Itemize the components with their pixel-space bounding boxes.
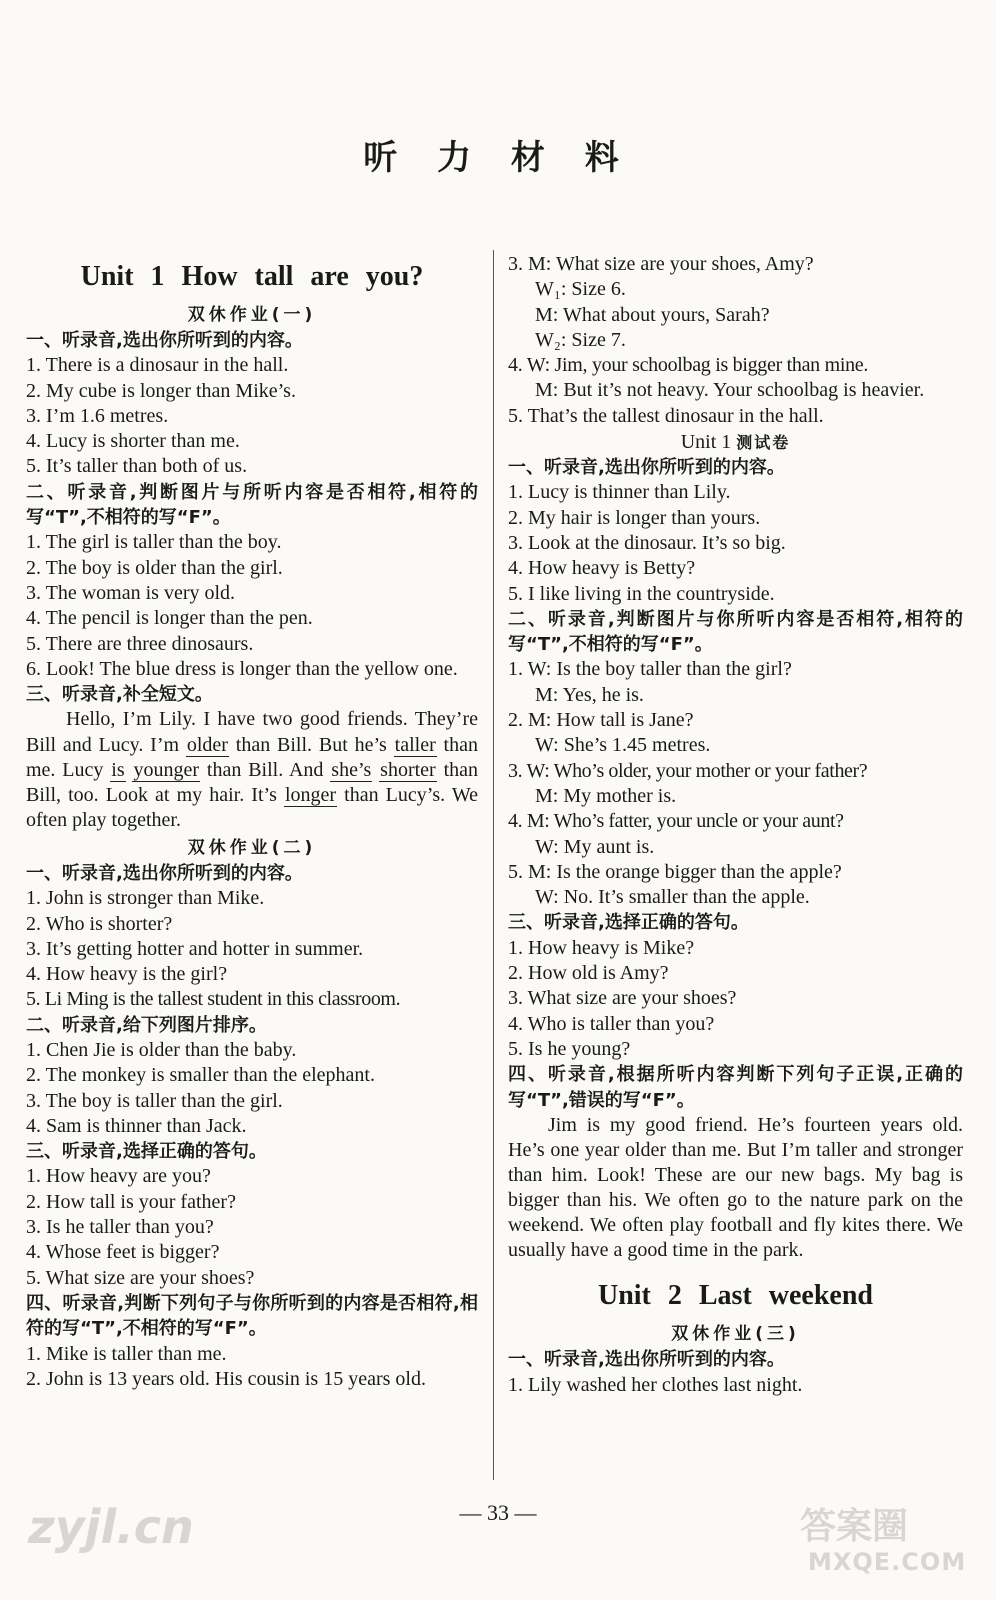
dialog-line	[508, 328, 963, 353]
list-item: 4. Sam is thinner than Jack.	[26, 1114, 247, 1137]
list-item: 2. John is 13 years old. His cousin is 15 years old.	[26, 1367, 426, 1390]
dialog-text: She’s 1.45 metres.	[563, 734, 711, 757]
list-item: 1. The girl is taller than the boy.	[26, 531, 282, 554]
hw1-section-2-list	[26, 530, 478, 682]
list-item: 4. Lucy is shorter than me.	[26, 430, 240, 453]
test-section-3-title: 三、听录音,选择正确的答句。	[508, 912, 749, 934]
speaker: W₂:	[535, 328, 567, 351]
hw1-section-3-title: 三、听录音,补全短文。	[26, 684, 213, 706]
list-item: 3. Look at the dinosaur. It’s so big.	[508, 531, 786, 554]
blank-answer: younger	[133, 758, 200, 781]
blank-answer: longer	[284, 783, 337, 806]
speaker: M:	[528, 860, 552, 883]
blank-answer: shorter	[380, 758, 436, 781]
passage-text: than Bill, too. Look at my hair. It’s	[26, 758, 479, 806]
list-item: 5. That’s the tallest dinosaur in the hall.	[508, 404, 824, 427]
list-item: 1. How heavy is Mike?	[508, 936, 695, 959]
hw2-section-2-title: 二、听录音,给下列图片排序。	[26, 1014, 267, 1036]
list-item: 1. There is a dinosaur in the hall.	[26, 354, 289, 377]
dialog-text: Is the boy taller than the girl?	[556, 658, 792, 681]
dialog-text: What size are your shoes, Amy?	[555, 253, 814, 275]
dialog-text: Size 6.	[571, 278, 626, 301]
left-column	[26, 252, 478, 1392]
dialog-line	[508, 683, 963, 708]
test-section-3-list	[508, 936, 963, 1062]
hw2-section-1-list	[26, 886, 478, 1012]
right-column	[508, 252, 963, 1398]
speaker: M:	[535, 784, 559, 807]
list-item: 2. How old is Amy?	[508, 962, 669, 985]
list-item: 5. Li Ming is the tallest student in this classroom.	[26, 988, 401, 1011]
dialog-text: Jim, your schoolbag is bigger than mine.	[554, 354, 869, 377]
list-item: 2. How tall is your father?	[26, 1190, 236, 1213]
test-passage: Jim is my good friend. He’s fourteen years old. He’s one year older than me. But I’m taller and stronger than him. Look! These are our new bags. My bag is bigger than his. We often go to the nature park on the weekend. We often play football and fly kites there. We usually have a good time in the park.	[508, 1113, 963, 1262]
dialog-line	[508, 708, 963, 733]
dialog-text: What about yours, Sarah?	[562, 303, 770, 326]
test-section-1-list	[508, 480, 963, 606]
item-number: 4.	[508, 354, 527, 377]
list-item: 4. Whose feet is bigger?	[26, 1241, 220, 1264]
dialog-line	[508, 303, 963, 328]
dialog-text: Yes, he is.	[562, 683, 644, 706]
dialog-text: No. It’s smaller than the apple.	[563, 886, 810, 909]
hw1-section-2-title: 二、听录音,判断图片与所听内容是否相符,相符的写“T”,不相符的写“F”。	[26, 481, 478, 529]
list-item: 4. The pencil is longer than the pen.	[26, 607, 313, 630]
list-item: 1. How heavy are you?	[26, 1165, 211, 1188]
dialog-line	[508, 860, 963, 885]
watermark-left: zyjl.cn	[28, 1500, 194, 1554]
speaker: W:	[526, 354, 550, 377]
list-item: 3. Is he taller than you?	[26, 1216, 214, 1239]
hw3-section-1-title: 一、听录音,选出你所听到的内容。	[508, 1349, 785, 1371]
dialog-text: Size 7.	[571, 328, 626, 351]
list-item: 1. Lucy is thinner than Lily.	[508, 481, 731, 504]
dialog-text: My mother is.	[563, 784, 677, 807]
dialog-text: My aunt is.	[563, 835, 655, 858]
dialog-line	[508, 784, 963, 809]
item-number: 3.	[508, 759, 527, 782]
test-section-2-dialogs	[508, 657, 963, 910]
list-item: 3. I’m 1.6 metres.	[26, 404, 169, 427]
list-item: 1. Mike is taller than me.	[26, 1342, 227, 1365]
passage-text: than me. Lucy	[26, 733, 478, 781]
blank-answer: she’s	[331, 758, 372, 781]
dialog-text: Who’s fatter, your uncle or your aunt?	[553, 810, 844, 833]
list-item: 2. My cube is longer than Mike’s.	[26, 379, 296, 402]
list-item: 6. Look! The blue dress is longer than the yellow one.	[26, 657, 458, 680]
dialog-text: But it’s not heavy. Your schoolbag is heavier.	[563, 379, 925, 402]
list-item: 2. Who is shorter?	[26, 912, 173, 935]
dialog-line	[508, 733, 963, 758]
hw2-section-2-list	[26, 1038, 478, 1139]
speaker: M:	[535, 303, 559, 326]
test-section-1-title: 一、听录音,选出你所听到的内容。	[508, 457, 785, 479]
dialog-line	[508, 759, 963, 784]
item-number: 4.	[508, 810, 527, 833]
list-item: 1. Chen Jie is older than the baby.	[26, 1039, 297, 1061]
list-item: 4. How heavy is the girl?	[26, 963, 228, 986]
dialog-text: How tall is Jane?	[556, 709, 694, 732]
unit-2-heading: Unit 2 Last weekend	[597, 1280, 873, 1312]
speaker: M:	[528, 709, 552, 732]
test-label: 测试卷	[736, 433, 791, 453]
column-divider	[493, 250, 494, 1480]
hw2-section-4-continued	[508, 252, 963, 429]
list-item: 5. Is he young?	[508, 1037, 631, 1060]
cloze-passage	[26, 707, 478, 832]
dialog-text: Who’s older, your mother or your father?	[553, 759, 868, 782]
passage-text: Hello, I’m Lily. I have two good friends. They’re Bill and Lucy. I’m	[26, 708, 478, 756]
hw2-section-3-title: 三、听录音,选择正确的答句。	[26, 1141, 267, 1163]
passage-text: than Lucy’s. We often play together.	[26, 783, 478, 831]
speaker: M:	[535, 683, 559, 706]
unit-1-heading: Unit 1 How tall are you?	[80, 261, 424, 292]
list-item: 1. Lily washed her clothes last night.	[508, 1373, 803, 1396]
watermark-right-logo: 答案圈	[800, 1506, 909, 1547]
page-number: — 33 —	[459, 1500, 537, 1525]
passage-text: than Bill. But he’s	[228, 733, 394, 756]
dialog-line	[508, 835, 963, 860]
hw2-section-4-title: 四、听录音,判断下列句子与你所听到的内容是否相符,相符的写“T”,不相符的写“F”。	[26, 1292, 478, 1340]
list-item: 3. It’s getting hotter and hotter in summer.	[26, 937, 364, 960]
dialog-line	[508, 657, 963, 682]
list-item: 2. The monkey is smaller than the elephant.	[26, 1064, 375, 1087]
speaker: W:	[535, 886, 559, 909]
list-item: 4. How heavy is Betty?	[508, 557, 696, 580]
item-number: 2.	[508, 709, 528, 732]
item-number: 3.	[508, 253, 528, 275]
dialog-line	[508, 378, 963, 403]
speaker: W:	[526, 759, 550, 782]
speaker: M:	[535, 379, 559, 402]
hw1-section-1-title: 一、听录音,选出你所听到的内容。	[26, 330, 303, 351]
hw2-section-1-title: 一、听录音,选出你所听到的内容。	[26, 862, 303, 884]
passage-text: than Bill. And	[200, 758, 331, 781]
page-title: 听 力 材 料	[363, 138, 633, 178]
list-item: 5. It’s taller than both of us.	[26, 455, 248, 478]
list-item: 5. There are three dinosaurs.	[26, 632, 254, 655]
blank-answer: taller	[394, 733, 436, 756]
hw1-section-1-list	[26, 353, 478, 479]
dialog-line	[508, 885, 963, 910]
blank-answer: older	[186, 733, 228, 756]
list-item: 2. My hair is longer than yours.	[508, 506, 761, 529]
list-item: 3. The boy is taller than the girl.	[26, 1089, 283, 1112]
item-number: 5.	[508, 860, 528, 883]
list-item: 4. Who is taller than you?	[508, 1012, 715, 1035]
list-item: 2. The boy is older than the girl.	[26, 556, 283, 579]
test-unit-label: Unit 1	[680, 431, 737, 454]
speaker: M:	[526, 810, 550, 833]
hw2-section-4-list	[26, 1342, 478, 1393]
hw2-section-3-list	[26, 1164, 478, 1290]
test-section-4-title: 四、听录音,根据所听内容判断下列句子正误,正确的写“T”,错误的写“F”。	[508, 1064, 963, 1111]
dialog-line	[508, 252, 963, 277]
dialog-line	[508, 353, 963, 378]
unit-1-test-heading	[508, 429, 963, 455]
list-item: 1. John is stronger than Mike.	[26, 887, 265, 910]
speaker: M:	[528, 253, 552, 275]
list-item: 3. What size are your shoes?	[508, 987, 737, 1010]
dialog-line	[508, 277, 963, 302]
homework-1-heading: 双休作业(一)	[187, 305, 317, 325]
homework-2-heading: 双休作业(二)	[187, 837, 317, 858]
item-number: 1.	[508, 658, 528, 681]
dialog-text: Is the orange bigger than the apple?	[556, 860, 842, 883]
speaker: W:	[527, 658, 552, 681]
test-section-2-title: 二、听录音,判断图片与你所听内容是否相符,相符的写“T”,不相符的写“F”。	[508, 608, 963, 656]
speaker: W:	[535, 734, 559, 757]
watermark-right: MXQE.COM	[808, 1548, 967, 1576]
speaker: W:	[535, 835, 559, 858]
blank-answer: is	[111, 758, 125, 781]
list-item: 3. The woman is very old.	[26, 581, 236, 604]
homework-3-heading: 双休作业(三)	[671, 1324, 800, 1345]
dialog-line	[508, 809, 963, 834]
list-item: 5. What size are your shoes?	[26, 1266, 255, 1289]
list-item: 5. I like living in the countryside.	[508, 582, 775, 605]
speaker: W₁:	[535, 278, 567, 301]
